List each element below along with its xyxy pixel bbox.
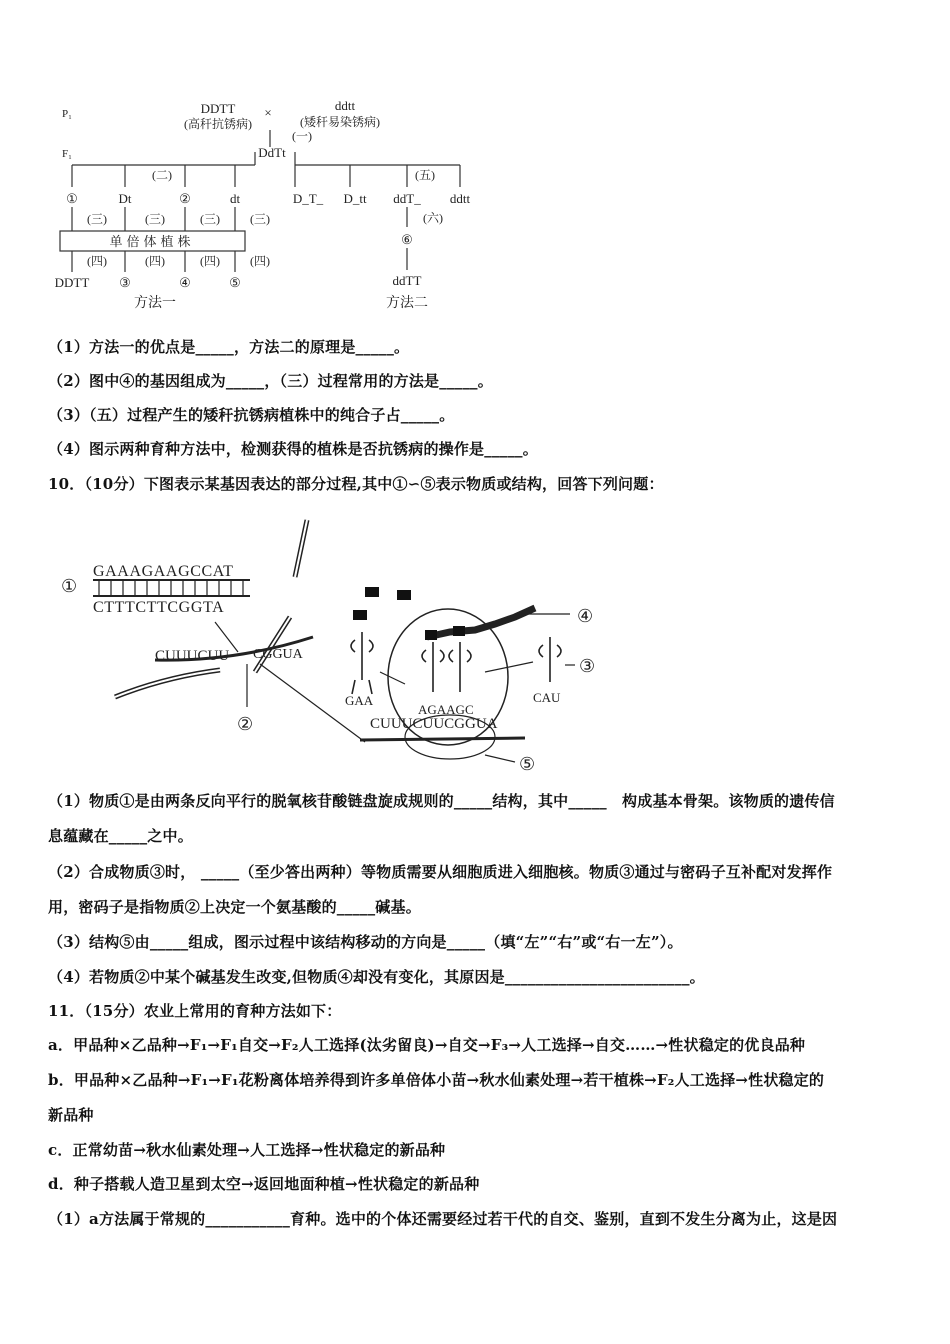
step4-label-d: (四) — [250, 254, 270, 268]
q11-1: （1）a方法属于常规的___________育种。选中的个体还需要经过若干代的自交、鉴别，直到不发生分离为止，这是因 — [48, 1210, 838, 1228]
parent1-genotype: DDTT — [200, 101, 236, 116]
label-2: ② — [237, 714, 254, 734]
parent2-genotype: ddtt — [334, 98, 356, 113]
label-4: ④ — [577, 606, 594, 626]
step4-label-b: (四) — [145, 254, 165, 268]
f1-genotype: DdTt — [258, 145, 286, 160]
step1-label: (一) — [292, 129, 312, 143]
step3-label-b: (三) — [145, 212, 165, 226]
q9-1: （1）方法一的优点是_____，方法二的原理是_____。 — [48, 338, 410, 356]
breeding-diagram — [40, 95, 500, 320]
step2-label: (二) — [152, 168, 172, 182]
q10-2b: 用，密码子是指物质②上决定一个氨基酸的_____碱基。 — [48, 898, 421, 916]
parent1-desc: (高秆抗锈病) — [184, 117, 252, 131]
q9-2: （2）图中④的基因组成为_____，（三）过程常用的方法是_____。 — [48, 372, 493, 390]
q11-title: 11．（15分）农业上常用的育种方法如下： — [48, 1002, 342, 1020]
result-1: DDTT — [54, 275, 90, 290]
result-4: ⑤ — [229, 275, 241, 290]
f2-type-4: ddtt — [449, 191, 471, 206]
label-5: ⑤ — [519, 754, 536, 774]
q10-title: 10．（10分）下图表示某基因表达的部分过程,其中①∽⑤表示物质或结构，回答下列问题： — [48, 475, 664, 493]
f2-type-2: D_tt — [343, 191, 367, 206]
parent2-desc: (矮秆易染锈病) — [300, 115, 380, 129]
p1-label: P₁ — [62, 108, 72, 120]
q10-4: （4）若物质②中某个碱基发生改变,但物质④却没有变化，其原因是________________________。 — [48, 968, 705, 986]
step4-label-a: (四) — [87, 254, 107, 268]
q9-3: （3）（五）过程产生的矮秆抗锈病植株中的纯合子占_____。 — [48, 406, 455, 424]
method-2-label: 方法二 — [386, 296, 428, 311]
step3-label-c: (三) — [200, 212, 220, 226]
result-3: ④ — [179, 275, 191, 290]
q11-a: a．甲品种×乙品种→F₁→F₁自交→F₂人工选择(汰劣留良)→自交→F₃→人工选择→自交……→性状稳定的优良品种 — [48, 1036, 806, 1054]
q10-2a: （2）合成物质③时， _____（至少答出两种）等物质需要从细胞质进入细胞核。物质③通过与密码子互补配对发挥作 — [48, 863, 833, 881]
q11-d: d．种子搭载人造卫星到太空→返回地面种植→性状稳定的新品种 — [48, 1175, 480, 1193]
dna-top-strand: GAAAGAAGCCAT — [93, 563, 234, 580]
gamete-4: dt — [229, 191, 241, 206]
mrna-right: CGGUA — [253, 647, 303, 662]
f2-type-3: ddT_ — [393, 191, 421, 206]
gamete-1: ① — [66, 191, 78, 206]
method-1-label: 方法一 — [134, 296, 176, 311]
gamete-3: ② — [179, 191, 191, 206]
anticodon-mid: AGAAGC — [418, 702, 474, 717]
result-2: ③ — [119, 275, 131, 290]
mrna-bottom: CUUUCUUCGGUA — [370, 716, 498, 732]
mrna-left: CUUUCUU — [155, 648, 230, 664]
final-ddTT: ddTT — [392, 273, 422, 288]
q10-1a: （1）物质①是由两条反向平行的脱氧核苷酸链盘旋成规则的_____结构，其中_____ 构成基本骨架。该物质的遗传信 — [48, 792, 835, 810]
label-3: ③ — [579, 656, 596, 676]
marker-6: ⑥ — [401, 232, 413, 247]
q11-b1: b．甲品种×乙品种→F₁→F₁花粉离体培养得到许多单倍体小苗→秋水仙素处理→若干植株→F₂人工选择→性状稳定的 — [48, 1071, 825, 1089]
f1-label: F₁ — [62, 148, 72, 160]
q9-4: （4）图示两种育种方法中，检测获得的植株是否抗锈病的操作是_____。 — [48, 440, 538, 458]
step4-label-c: (四) — [200, 254, 220, 268]
gamete-2: Dt — [118, 191, 132, 206]
step3-label-a: (三) — [87, 212, 107, 226]
cross-symbol: × — [264, 105, 272, 120]
step5-label: (五) — [415, 168, 435, 182]
q10-3: （3）结构⑤由_____组成，图示过程中该结构移动的方向是_____（填“左”“右”或“右一左”）。 — [48, 933, 683, 951]
dna-bottom-strand: CTTTCTTCGGTA — [93, 599, 225, 616]
q10-1b: 息蕴藏在_____之中。 — [48, 827, 193, 845]
f2-type-1: D_T_ — [292, 191, 324, 206]
step3-label-d: (三) — [250, 212, 270, 226]
label-1: ① — [61, 576, 78, 596]
step6-label: (六) — [423, 211, 443, 225]
anticodon-left: GAA — [345, 693, 374, 708]
gene-expression-diagram — [55, 512, 615, 777]
q11-b2: 新品种 — [48, 1106, 94, 1124]
haploid-box-label: 单倍体植株 — [109, 234, 195, 249]
q11-c: c．正常幼苗→秋水仙素处理→人工选择→性状稳定的新品种 — [48, 1141, 446, 1159]
anticodon-right: CAU — [533, 690, 561, 705]
